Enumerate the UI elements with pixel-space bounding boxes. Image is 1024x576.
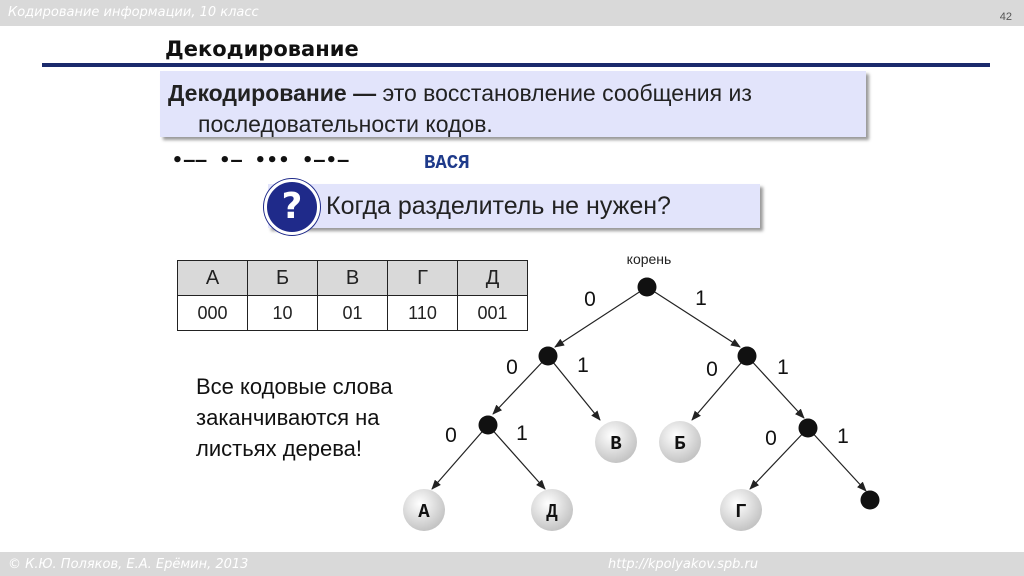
tree-node-11 — [799, 419, 818, 438]
edge-11-0 — [750, 428, 808, 489]
definition-text: это восстановление сообщения из — [376, 80, 752, 106]
footer-bar — [0, 552, 1024, 576]
code-table-code: 110 — [388, 296, 458, 331]
edge-1-1 — [747, 356, 804, 418]
edge-label: 1 — [695, 287, 707, 310]
tree-node-0 — [539, 347, 558, 366]
tree-node-1 — [738, 347, 757, 366]
code-table-letter: Б — [248, 261, 318, 296]
page-number: 42 — [999, 11, 1012, 23]
edge-label: 1 — [837, 425, 849, 448]
leaf-label-b: Б — [674, 433, 686, 455]
note-line: заканчиваются на — [196, 405, 380, 430]
tree-edges — [432, 287, 866, 491]
code-table-code: 000 — [178, 296, 248, 331]
morse-sequence: •–– •– ••• •–•– — [172, 150, 350, 171]
edge-label: 0 — [506, 356, 518, 379]
leaf-label-a: А — [418, 501, 430, 523]
edge-label: 0 — [584, 288, 596, 311]
note-line: Все кодовые слова — [196, 374, 393, 399]
edge-00-0 — [432, 425, 488, 489]
code-table-code: 01 — [318, 296, 388, 331]
tree-leaves — [403, 421, 762, 531]
edge-1-0 — [692, 356, 747, 420]
tree-node-root — [638, 278, 657, 297]
decoded-word: ВАСЯ — [424, 152, 470, 174]
leaf-label-g: Г — [735, 501, 747, 523]
edge-label: 0 — [765, 427, 777, 450]
question-text: Когда разделитель не нужен? — [326, 192, 671, 220]
definition-term: Декодирование — — [168, 80, 377, 106]
edge-label: 1 — [577, 354, 589, 377]
tree-node-00 — [479, 416, 498, 435]
note-line: листьях дерева! — [196, 436, 363, 461]
code-table-letter: Д — [458, 261, 528, 296]
root-label: корень — [626, 251, 672, 267]
tree-internal-nodes — [479, 278, 880, 510]
slide-title: Декодирование — [165, 37, 359, 61]
definition-line-2: последовательности кодов. — [198, 111, 493, 137]
edge-0-1 — [548, 356, 600, 420]
edge-root-0 — [555, 287, 647, 347]
tree-node-111 — [861, 491, 880, 510]
course-title: Кодирование информации, 10 класс — [8, 5, 259, 20]
code-table-letter: В — [318, 261, 388, 296]
footer-url: http://kpolyakov.spb.ru — [608, 557, 759, 572]
edge-0-0 — [493, 356, 548, 414]
code-table-code: 001 — [458, 296, 528, 331]
edge-label: 0 — [445, 424, 457, 447]
edge-label: 1 — [516, 422, 528, 445]
code-table-code: 10 — [248, 296, 318, 331]
footer-authors: © К.Ю. Поляков, Е.А. Ерёмин, 2013 — [8, 557, 249, 572]
edge-root-1 — [647, 287, 740, 347]
code-table-letter: А — [178, 261, 248, 296]
question-mark-icon: ? — [264, 179, 320, 235]
edge-label: 1 — [777, 356, 789, 379]
leaf-label-v: В — [610, 433, 622, 455]
leaf-label-d: Д — [546, 501, 558, 523]
edge-label: 0 — [706, 358, 718, 381]
code-table-letter: Г — [388, 261, 458, 296]
